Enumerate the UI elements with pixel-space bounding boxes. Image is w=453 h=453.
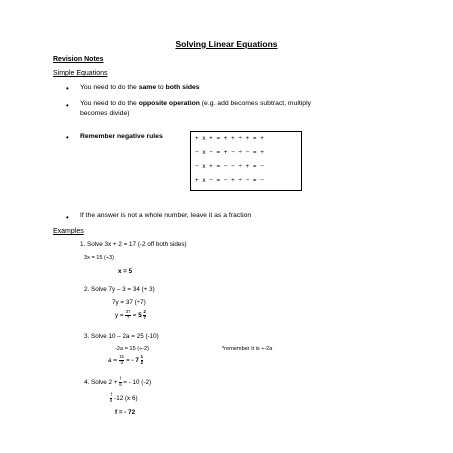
- revision-notes-heading: Revision Notes: [53, 56, 104, 63]
- example-1-line-2: 3x = 15 (÷3): [84, 255, 114, 261]
- rules-row: − x − = + − ÷ − = +: [195, 149, 265, 156]
- example-3-line-2: -2a = 15 (÷-2): [115, 346, 150, 352]
- fraction: $\frac{15}{-2}$: [119, 354, 124, 365]
- bullet-icon: •: [66, 213, 69, 222]
- negative-rules-grid: [190, 131, 302, 191]
- example-2-answer: y = $\frac{37}{7}$ = 5 $\frac{2}{7}$: [115, 309, 146, 320]
- example-1-line-1: 1. Solve 3x + 2 = 17 (-2 off both sides): [80, 241, 187, 248]
- bullet-icon: •: [66, 84, 69, 93]
- rules-row: + x + = + + ÷ + = +: [195, 135, 265, 142]
- examples-heading: Examples: [53, 228, 84, 235]
- example-2-line-2: 7y = 37 (÷7): [112, 299, 146, 306]
- rules-row: − x + = − − ÷ + = −: [195, 163, 265, 170]
- fraction: $\frac{f}{6}$: [119, 376, 122, 387]
- simple-equations-heading: Simple Equations: [53, 70, 108, 77]
- fraction: $\frac{1}{2}$: [140, 354, 144, 365]
- page-title: Solving Linear Equations: [175, 39, 278, 49]
- bullet-same-both-sides: You need to do the same to both sides: [80, 84, 200, 91]
- rules-row: + x − = − + ÷ − = −: [195, 177, 265, 184]
- fraction: $\frac{f}{6}$: [110, 392, 113, 403]
- example-2-line-1: 2. Solve 7y – 3 = 34 (+ 3): [84, 286, 155, 293]
- example-3-line-1: 3. Solve 10 – 2a = 25 (-10): [84, 333, 159, 340]
- bullet-icon: •: [66, 133, 69, 142]
- fraction: $\frac{37}{7}$: [125, 309, 131, 320]
- bullet-icon: •: [66, 101, 69, 110]
- example-1-answer: x = 5: [118, 268, 133, 275]
- example-4-answer: f = - 72: [115, 409, 136, 416]
- example-4-line-1: 4. Solve 2 + $\frac{f}{6}$ = - 10 (-2): [84, 376, 152, 387]
- fraction: $\frac{2}{7}$: [143, 309, 146, 320]
- example-4-line-2: $\frac{f}{6}$ -12 (x 6): [110, 392, 138, 403]
- example-3-answer: a = $\frac{15}{-2}$ = - 7 $\frac{1}{2}$: [108, 354, 144, 365]
- bullet-opposite-operation-line2: becomes divide): [80, 110, 130, 117]
- bullet-fraction-note: If the answer is not a whole number, leave it as a fraction: [80, 212, 252, 219]
- bullet-opposite-operation: You need to do the opposite operation (e.g. add becomes subtract, multiply: [80, 100, 311, 107]
- example-3-note: *remember it is ÷-2a: [222, 346, 273, 352]
- negative-rules-label: Remember negative rules: [80, 133, 163, 140]
